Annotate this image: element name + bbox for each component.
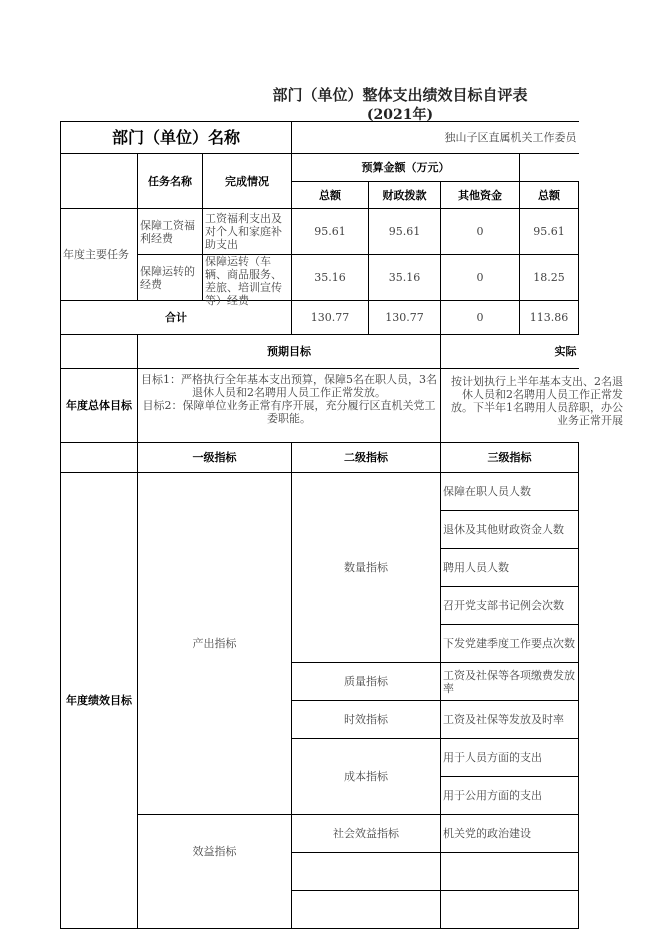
task-other: 0	[441, 209, 520, 255]
level2-quantity: 数量指标	[292, 473, 441, 663]
level2-timeliness: 时效指标	[292, 701, 441, 739]
table-row	[61, 255, 579, 301]
blank-cell	[61, 335, 138, 369]
actual-header: 实际	[441, 335, 579, 369]
level2-quality: 质量指标	[292, 663, 441, 701]
page-subtitle: (2021年)	[366, 107, 434, 123]
task-status: 保障运转（车辆、商品服务、差旅、培训宣传等）经费	[205, 255, 282, 307]
task-total-actual: 95.61	[520, 209, 579, 255]
level3-item: 退休及其他财政资金人数	[441, 511, 579, 549]
task-total: 35.16	[292, 255, 369, 301]
page-title: 部门（单位）整体支出绩效目标自评表	[272, 86, 528, 104]
sum-total-actual: 113.86	[520, 301, 579, 335]
budget-header: 预算金额（万元）	[292, 154, 520, 182]
performance-label: 年度绩效目标	[61, 473, 138, 929]
col-total: 总额	[292, 182, 369, 209]
task-name: 保障运转的经费	[138, 255, 203, 301]
level3-item: 用于公用方面的支出	[441, 777, 579, 815]
level1-benefit: 效益指标	[138, 815, 292, 929]
sum-fiscal: 130.77	[369, 301, 441, 335]
col-other: 其他资金	[441, 182, 520, 209]
expected-goal-1: 目标1：严格执行全年基本支出预算，保障5名在职人员，3名退休人员和2名聘用人员工作正常发放。	[141, 373, 438, 399]
task-name: 保障工资福利经费	[138, 209, 203, 255]
level3-item: 工资及社保等发放及时率	[441, 701, 579, 739]
evaluation-table	[60, 121, 624, 858]
task-fiscal: 35.16	[369, 255, 441, 301]
tasks-row-label: 年度主要任务	[61, 209, 138, 301]
task-total-actual: 18.25	[520, 255, 579, 301]
level3-item: 聘用人员人数	[441, 549, 579, 587]
level3-item: 机关党的政治建设	[441, 815, 579, 853]
level2-social-benefit: 社会效益指标	[292, 815, 441, 853]
table-row	[61, 209, 579, 255]
sum-other: 0	[441, 301, 520, 335]
sum-total: 130.77	[292, 301, 369, 335]
blank-cell	[61, 154, 138, 209]
blank-cell	[61, 443, 138, 473]
level3-item: 召开党支部书记例会次数	[441, 587, 579, 625]
level2-cost: 成本指标	[292, 739, 441, 815]
actual-goal: 按计划执行上半年基本支出、2名退休人员和2名聘用人员工作正常发放。下半年1名聘用人员辞职，办公业务正常开展	[451, 375, 624, 427]
blank-cell	[520, 154, 579, 182]
dept-name-value: 独山子区直属机关工作委员	[292, 122, 579, 154]
col-total-actual: 总额	[520, 182, 579, 209]
sum-row	[61, 301, 579, 335]
level1-output: 产出指标	[138, 473, 292, 815]
col-status: 完成情况	[203, 154, 292, 209]
col-level2: 二级指标	[292, 443, 441, 473]
task-status: 工资福利支出及对个人和家庭补助支出	[203, 209, 292, 255]
overall-label: 年度总体目标	[61, 369, 138, 443]
expected-header: 预期目标	[138, 335, 441, 369]
dept-name-label: 部门（单位）名称	[61, 122, 292, 154]
task-total: 95.61	[292, 209, 369, 255]
task-fiscal: 95.61	[369, 209, 441, 255]
expected-goal-2: 目标2：保障单位业务正常有序开展，充分履行区直机关党工委职能。	[142, 399, 436, 425]
col-level1: 一级指标	[138, 443, 292, 473]
level3-item: 用于人员方面的支出	[441, 739, 579, 777]
level3-item: 保障在职人员人数	[441, 473, 579, 511]
task-other: 0	[441, 255, 520, 301]
level3-item: 工资及社保等各项缴费发放率	[441, 663, 579, 701]
sum-label: 合计	[61, 301, 292, 335]
col-fiscal: 财政拨款	[369, 182, 441, 209]
level3-item: 下发党建季度工作要点次数	[441, 625, 579, 663]
col-level3: 三级指标	[441, 443, 579, 473]
col-task-name: 任务名称	[138, 154, 203, 209]
